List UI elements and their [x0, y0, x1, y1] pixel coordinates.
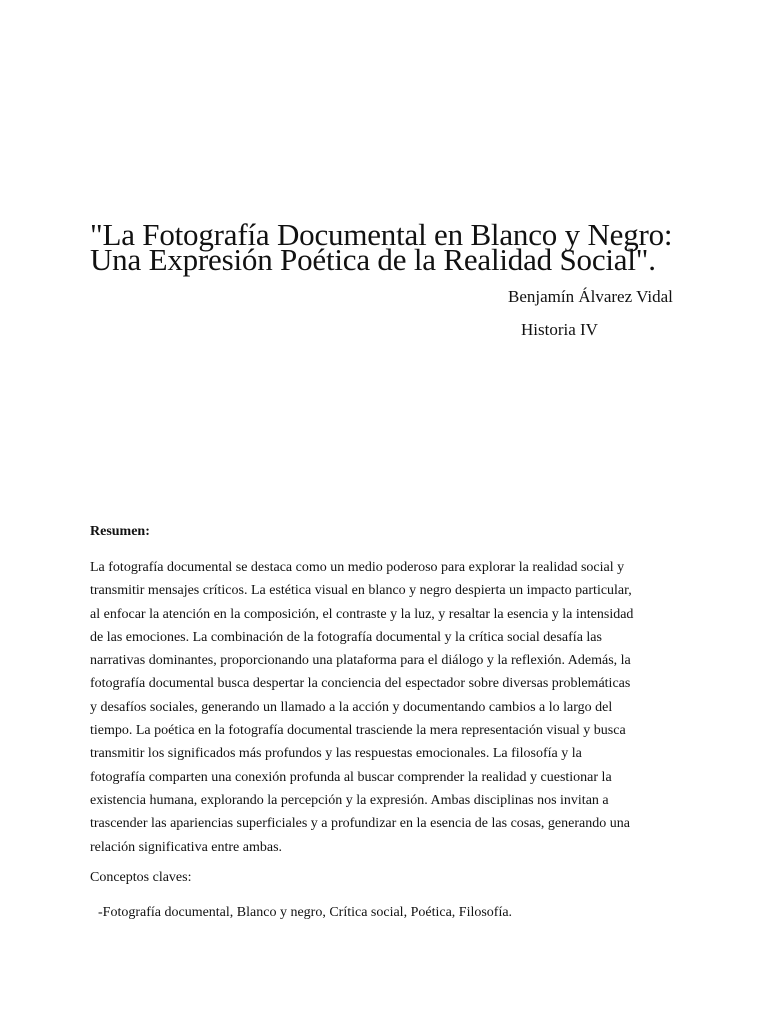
- abstract-line: La fotografía documental se destaca como un medio poderoso para explorar la realidad social y: [90, 560, 625, 575]
- title-line: "La Fotografía Documental en Blanco y Negro:: [90, 217, 673, 252]
- abstract-line: trascender las apariencias superficiales y a profundizar en la esencia de las cosas, generando una: [90, 816, 630, 832]
- abstract-line: transmitir los significados más profundos y las respuestas emocionales. La filosofía y la: [90, 746, 582, 762]
- abstract-line: transmitir mensajes críticos. La estética visual en blanco y negro despierta un impacto particular,: [90, 583, 632, 599]
- title-line: Una Expresión Poética de la Realidad Social".: [90, 242, 656, 277]
- abstract-line: de las emociones. La combinación de la fotografía documental y la crítica social desafía las: [90, 629, 602, 645]
- course-name: Historia IV: [521, 320, 598, 339]
- abstract-line: y desafíos sociales, generando un llamado a la acción y documentando cambios a lo largo del: [90, 699, 613, 715]
- author-name: Benjamín Álvarez Vidal: [508, 287, 673, 306]
- abstract-body: [90, 556, 680, 859]
- abstract-line: tiempo. La poética en la fotografía documental trasciende la mera representación visual y busca: [90, 723, 626, 739]
- abstract-line: fotografía comparten una conexión profunda al buscar comprender la realidad y cuestionar la: [90, 769, 612, 785]
- abstract-heading: Resumen:: [90, 524, 150, 539]
- abstract-line: existencia humana, explorando la percepción y la expresión. Ambas disciplinas nos invitan a: [90, 792, 609, 808]
- keywords-heading: Conceptos claves:: [90, 870, 192, 885]
- abstract-line: relación significativa entre ambas.: [90, 839, 283, 855]
- abstract-line: al enfocar la atención en la composición, el contraste y la luz, y resaltar la esencia y la intensidad: [90, 606, 634, 622]
- abstract-line: narrativas dominantes, proporcionando una plataforma para el diálogo y la reflexión. Además, la: [90, 653, 631, 669]
- keywords-list: -Fotografía documental, Blanco y negro, Crítica social, Poética, Filosofía.: [98, 905, 513, 920]
- abstract-line: fotografía documental busca despertar la conciencia del espectador sobre diversas problemáticas: [90, 676, 631, 692]
- document-title: [90, 217, 730, 277]
